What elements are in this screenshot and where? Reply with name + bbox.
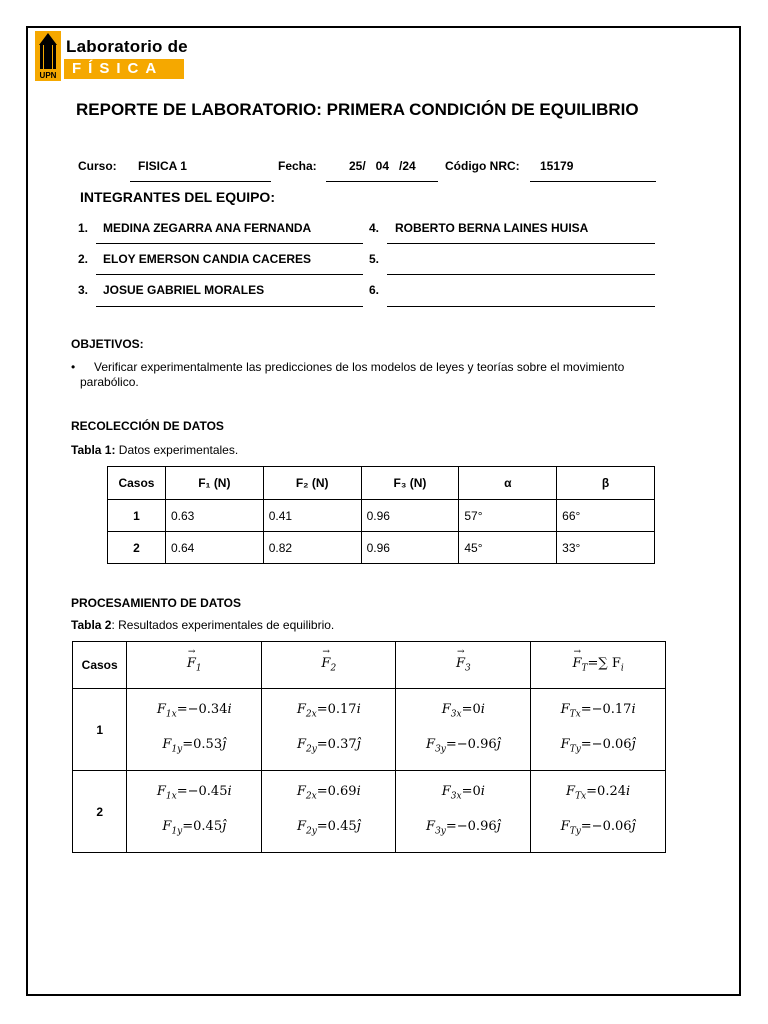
curso-underline	[130, 181, 271, 182]
table-cell: 0.96	[361, 500, 459, 532]
nrc-underline	[530, 181, 656, 182]
member-name: ROBERTO BERNA LAINES HUISA	[395, 221, 589, 235]
data-table	[107, 466, 655, 564]
svg-text:UPN: UPN	[39, 71, 57, 80]
table-row	[73, 771, 666, 853]
table-cell: $F_{3x}=0i$ $F_{3y}=-0.96ĵ$	[396, 771, 531, 853]
table-cell: $F_{3x}=0i$ $F_{3y}=-0.96ĵ$	[396, 689, 531, 771]
table-cell: $F_{2x}=0.69i$ $F_{2y}=0.45ĵ$	[262, 771, 396, 853]
team-heading: INTEGRANTES DEL EQUIPO:	[80, 189, 275, 205]
objective-text: Verificar experimentalmente las predicciones de los modelos de leyes y teorías sobre el movimiento	[94, 360, 625, 374]
lab-logo	[35, 31, 188, 81]
table-cell: 2	[73, 771, 127, 853]
table-cell: 66°	[557, 500, 655, 532]
bullet-icon: •	[71, 360, 76, 374]
logo-title: Laboratorio de	[66, 37, 188, 56]
table-cell: 1	[73, 689, 127, 771]
table-header-row	[108, 467, 655, 500]
table-cell: 0.64	[165, 532, 263, 564]
nrc-value: 15179	[540, 159, 574, 173]
member-number: 6.	[369, 283, 380, 297]
data-collection-heading: RECOLECCIÓN DE DATOS	[71, 419, 224, 433]
member-underline	[387, 274, 655, 275]
column-header: → $F_2$	[262, 642, 396, 689]
table-cell: 45°	[459, 532, 557, 564]
table-row	[108, 532, 655, 564]
member-underline	[387, 243, 655, 244]
fecha-underline	[326, 181, 438, 182]
table-header-row	[73, 642, 666, 689]
curso-value: FISICA 1	[138, 159, 187, 173]
curso-label: Curso:	[78, 159, 117, 173]
member-underline	[96, 306, 363, 307]
member-number: 4.	[369, 221, 380, 235]
fecha-label: Fecha:	[278, 159, 317, 173]
table-cell: $F_{Tx}=0.24i$ $F_{Ty}=-0.06ĵ$	[531, 771, 666, 853]
member-name: ELOY EMERSON CANDIA CACERES	[103, 252, 312, 266]
logo-subtitle: FÍSICA	[64, 59, 184, 79]
member-name: MEDINA ZEGARRA ANA FERNANDA	[103, 221, 312, 235]
column-header: F₃ (N)	[361, 467, 459, 500]
objective-text-cont: parabólico.	[80, 375, 139, 389]
member-underline	[96, 243, 363, 244]
column-header: → $F_T=\sum$ $F_i$	[531, 642, 666, 689]
table-cell: $F_{Tx}=-0.17i$ $F_{Ty}=-0.06ĵ$	[531, 689, 666, 771]
table-cell: 1	[108, 500, 166, 532]
processing-heading: PROCESAMIENTO DE DATOS	[71, 596, 242, 610]
table-cell: 0.96	[361, 532, 459, 564]
table-cell: 2	[108, 532, 166, 564]
table2-caption: Tabla 2: Resultados experimentales de equilibrio.	[71, 618, 335, 632]
member-number: 5.	[369, 252, 380, 266]
table-cell: 57°	[459, 500, 557, 532]
member-number: 1.	[78, 221, 89, 235]
table-cell: 0.41	[263, 500, 361, 532]
table-cell: 0.82	[263, 532, 361, 564]
member-name: JOSUE GABRIEL MORALES	[103, 283, 265, 297]
member-number: 3.	[78, 283, 89, 297]
table-cell: $F_{2x}=0.17i$ $F_{2y}=0.37ĵ$	[262, 689, 396, 771]
results-table	[72, 641, 666, 853]
table-cell: $F_{1x}=-0.34i$ $F_{1y}=0.53ĵ$	[127, 689, 262, 771]
column-header: Casos	[73, 642, 127, 689]
upn-arrow-logo-icon	[35, 31, 61, 81]
table-cell: 33°	[557, 532, 655, 564]
table-row	[108, 500, 655, 532]
column-header: α	[459, 467, 557, 500]
table-cell: $F_{1x}=-0.45i$ $F_{1y}=0.45ĵ$	[127, 771, 262, 853]
report-title: REPORTE DE LABORATORIO: PRIMERA CONDICIÓN DE EQUILIBRIO	[76, 100, 639, 119]
column-header: → $F_3$	[396, 642, 531, 689]
column-header: → $F_1$	[127, 642, 262, 689]
objectives-heading: OBJETIVOS:	[71, 337, 144, 351]
member-number: 2.	[78, 252, 89, 266]
table-cell: 0.63	[165, 500, 263, 532]
column-header: β	[557, 467, 655, 500]
table1-caption: Tabla 1: Datos experimentales.	[71, 443, 239, 457]
column-header: F₁ (N)	[165, 467, 263, 500]
table-row	[73, 689, 666, 771]
member-underline	[387, 306, 655, 307]
member-underline	[96, 274, 363, 275]
column-header: F₂ (N)	[263, 467, 361, 500]
column-header: Casos	[108, 467, 166, 500]
fecha-value: 25/ 04 /24	[349, 159, 416, 173]
nrc-label: Código NRC:	[445, 159, 520, 173]
